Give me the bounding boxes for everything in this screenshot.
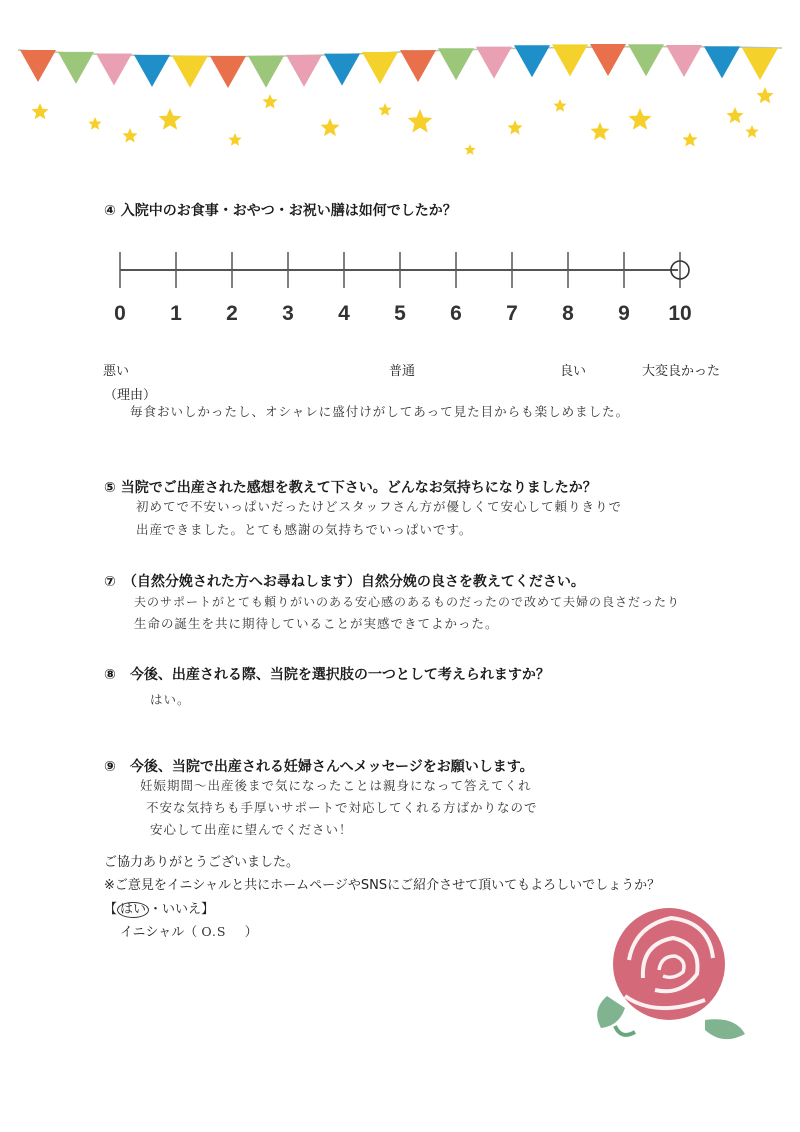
q5-answer-line-1: 初めてで不安いっぱいだったけどスタッフさん方が優しくて安心して頼りきりで xyxy=(136,499,623,514)
bunting-flag xyxy=(552,44,588,76)
scale-tick-label-7: 7 xyxy=(506,302,518,325)
scale-tick-label-1: 1 xyxy=(170,302,182,325)
bunting-flag xyxy=(590,44,626,76)
star-icon xyxy=(321,118,340,136)
initial-value: O.S xyxy=(201,924,227,939)
scale-label-normal: 普通 xyxy=(389,364,416,379)
q7-answer-line-1: 夫のサポートがとても頼りがいのある安心感のあるものだったので改めて夫婦の良さだったり xyxy=(134,595,681,609)
bunting-flag xyxy=(286,55,322,87)
rose-illustration xyxy=(585,900,755,1050)
scale-tick-label-3: 3 xyxy=(282,302,294,325)
bunting-flag xyxy=(438,48,474,80)
option-yes-circled: はい xyxy=(117,902,149,918)
scale-tick-label-10: 10 xyxy=(668,302,692,325)
star-icon xyxy=(159,108,182,130)
star-icon xyxy=(408,109,433,133)
consent-options xyxy=(104,898,214,918)
question-5: ⑤ 当院でご出産された感想を教えて下さい。どんなお気持ちになりましたか？ xyxy=(104,480,597,496)
scale-tick-label-5: 5 xyxy=(394,302,406,325)
leaf-left xyxy=(597,996,625,1028)
consent-question: ※ご意見をイニシャルと共にホームページやSNSにご紹介させて頂いてもよろしいでしょうか？ xyxy=(104,878,661,893)
bunting-flag xyxy=(96,54,132,86)
q8-answer: はい。 xyxy=(150,692,191,707)
bunting-flag xyxy=(400,50,436,82)
star-icon xyxy=(262,94,277,109)
bunting-flag xyxy=(248,56,284,88)
star-icon xyxy=(88,117,101,130)
bunting-flag xyxy=(666,45,702,77)
thanks-text: ご協力ありがとうございました。 xyxy=(104,855,300,870)
scale-tick-label-4: 4 xyxy=(338,302,350,325)
question-9: ⑨ 今後、当院で出産される妊婦さんへメッセージをお願いします。 xyxy=(104,759,534,775)
scale-tick-label-6: 6 xyxy=(450,302,462,325)
q9-answer-line-1: 妊娠期間～出産後まで気になったことは親身になって答えてくれ xyxy=(140,778,532,793)
initial-label: イニシャル（ xyxy=(120,925,198,940)
initial-row xyxy=(120,921,258,940)
bunting-flag xyxy=(704,46,740,78)
bunting-flags xyxy=(18,44,782,88)
bunting-flag xyxy=(134,55,170,87)
q9-answer-line-3: 安心して出産に望んでください！ xyxy=(150,822,353,837)
bunting-string xyxy=(18,47,782,57)
star-icon xyxy=(553,99,566,112)
star-icon xyxy=(726,107,743,123)
stem-curl xyxy=(615,1026,635,1035)
bunting-flag xyxy=(362,52,398,84)
star-icon xyxy=(228,133,241,146)
bunting-flag xyxy=(20,50,56,82)
star-icon xyxy=(464,144,475,155)
bracket-open: 【 xyxy=(104,902,118,917)
scale-tick-label-0: 0 xyxy=(114,302,126,325)
bunting-flag xyxy=(742,48,778,80)
rose-bloom xyxy=(613,908,725,1020)
bracket-close: 】 xyxy=(201,902,215,917)
bunting-flag xyxy=(476,47,512,79)
bunting-flag xyxy=(172,56,208,88)
question-4: ④ 入院中のお食事・おやつ・お祝い膳は如何でしたか？ xyxy=(104,203,457,219)
initial-close: ） xyxy=(244,925,258,940)
option-no: いいえ xyxy=(162,902,202,917)
bunting-flag xyxy=(324,54,360,86)
star-decorations xyxy=(31,87,773,155)
option-separator: ・ xyxy=(149,902,163,917)
star-icon xyxy=(378,103,391,116)
star-icon xyxy=(682,132,697,147)
star-icon xyxy=(507,120,522,135)
bunting-flag xyxy=(210,56,246,88)
star-icon xyxy=(756,87,773,103)
scale-tick-label-8: 8 xyxy=(562,302,574,325)
scale-label-very-good: 大変良かった xyxy=(642,364,721,379)
q4-handwritten-answer: 毎食おいしかったし、オシャレに盛付けがしてあって見た目からも楽しめました。 xyxy=(130,404,630,419)
star-icon xyxy=(629,108,652,130)
bunting-flag xyxy=(58,52,94,84)
star-icon xyxy=(591,122,610,140)
bunting-flag xyxy=(628,44,664,76)
q9-answer-line-2: 不安な気持ちも手厚いサポートで対応してくれる方ばかりなので xyxy=(146,800,538,815)
leaf-right xyxy=(705,1019,745,1039)
rating-scale xyxy=(100,238,700,338)
scale-tick-label-9: 9 xyxy=(618,302,630,325)
reason-label: （理由） xyxy=(104,388,157,403)
scale-label-bad: 悪い xyxy=(103,364,130,379)
bunting-decoration xyxy=(0,0,800,170)
q7-answer-line-2: 生命の誕生を共に期待していることが実感できてよかった。 xyxy=(134,616,499,631)
scale-tick-label-2: 2 xyxy=(226,302,238,325)
question-8: ⑧ 今後、出産される際、当院を選択肢の一つとして考えられますか？ xyxy=(104,667,550,683)
bunting-flag xyxy=(514,45,550,77)
star-icon xyxy=(745,125,758,138)
question-7: ⑦ （自然分娩された方へお尋ねします）自然分娩の良さを教えてください。 xyxy=(104,574,585,590)
scale-label-good: 良い xyxy=(560,364,587,379)
q5-answer-line-2: 出産できました。とても感謝の気持ちでいっぱいです。 xyxy=(136,522,473,537)
star-icon xyxy=(31,103,48,119)
star-icon xyxy=(122,128,137,143)
